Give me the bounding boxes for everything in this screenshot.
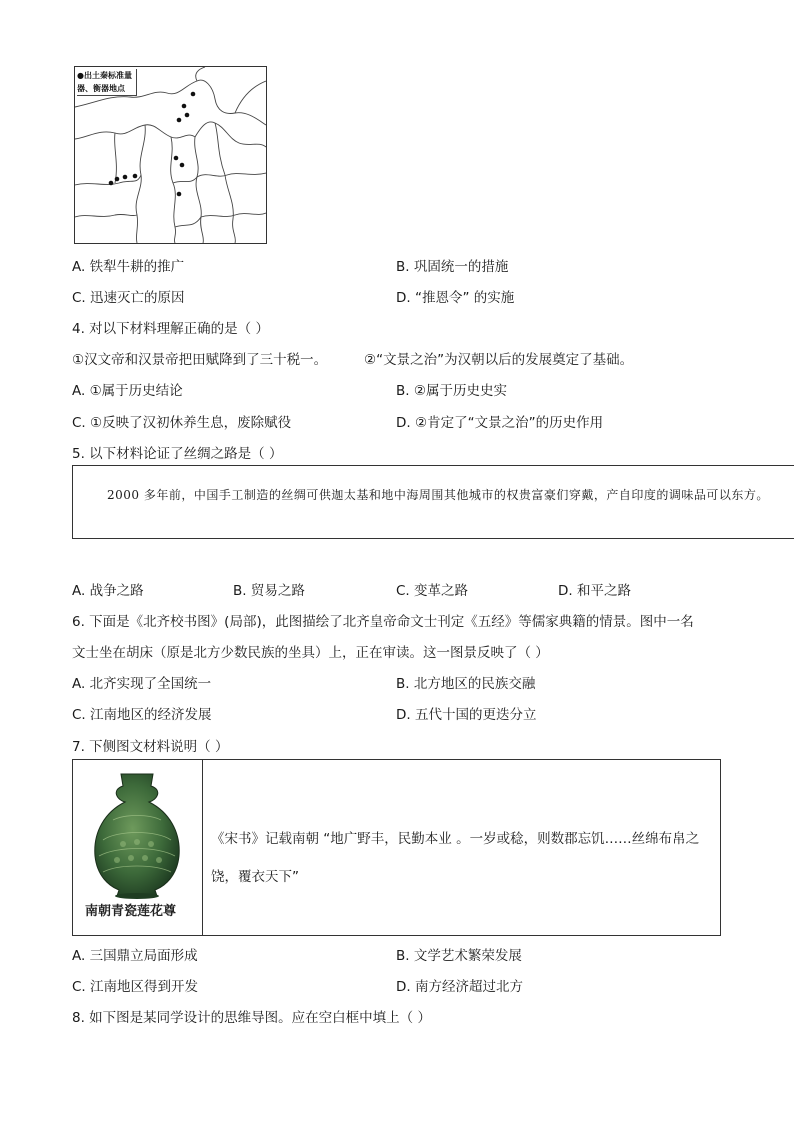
q5-stem: 5. 以下材料论证了丝绸之路是（ ）	[72, 446, 283, 462]
q6-option-d[interactable]: D. 五代十国的更迭分立	[396, 707, 537, 723]
q5-material-text: 2000 多年前，中国手工制造的丝绸可供迦太基和地中海周围其他城市的权贵富豪们穿戴，产自印度的调味品可以东方。	[107, 488, 769, 502]
q5-material-box	[72, 465, 794, 539]
q7-option-d[interactable]: D. 南方经济超过北方	[396, 979, 523, 995]
q7-option-a[interactable]: A. 三国鼎立局面形成	[72, 948, 198, 964]
q7-material-table	[72, 759, 721, 936]
q5-option-b[interactable]: B. 贸易之路	[233, 583, 305, 599]
q5-option-c[interactable]: C. 变革之路	[396, 583, 469, 599]
q6-stem-line2: 文士坐在胡床（原是北方少数民族的坐具）上，正在审读。这一图景反映了（ ）	[72, 645, 549, 661]
q4-material-1: ①汉文帝和汉景帝把田赋降到了三十税一。	[72, 352, 328, 368]
q3-option-b[interactable]: B. 巩固统一的措施	[396, 259, 509, 275]
q6-stem-line1: 6. 下面是《北齐校书图》(局部)，此图描绘了北齐皇帝命文士刊定《五经》等儒家典籍的情景。图中一名	[72, 614, 694, 630]
map-legend-line2: 器、衡器地点	[77, 84, 125, 93]
q5-option-d[interactable]: D. 和平之路	[558, 583, 631, 599]
q6-option-a[interactable]: A. 北齐实现了全国统一	[72, 676, 212, 692]
q5-option-a[interactable]: A. 战争之路	[72, 583, 144, 599]
q6-option-c[interactable]: C. 江南地区的经济发展	[72, 707, 212, 723]
q3-option-c[interactable]: C. 迅速灭亡的原因	[72, 290, 185, 306]
q4-option-c[interactable]: C. ①反映了汉初休养生息，废除赋役	[72, 415, 292, 431]
q7-image-caption: 南朝青瓷莲花尊	[85, 904, 177, 919]
q7-material-text: 《宋书》记载南朝 “地广野丰，民勤本业 。一岁或稔，则数郡忘饥……丝绵布帛之饶，覆衣天下”	[211, 831, 700, 885]
q7-option-b[interactable]: B. 文学艺术繁荣发展	[396, 948, 522, 964]
q3-option-d[interactable]: D. “推恩令” 的实施	[396, 290, 515, 306]
q4-material-2: ②“文景之治”为汉朝以后的发展奠定了基础。	[364, 352, 634, 368]
map-legend-line1: ●出土秦标准量	[77, 71, 132, 80]
q6-option-b[interactable]: B. 北方地区的民族交融	[396, 676, 536, 692]
qin-measures-map	[74, 66, 267, 244]
q7-image-cell	[73, 760, 203, 935]
q4-stem: 4. 对以下材料理解正确的是（ ）	[72, 321, 269, 337]
map-legend	[77, 69, 137, 96]
q4-option-d[interactable]: D. ②肯定了“文景之治”的历史作用	[396, 415, 604, 431]
q4-option-a[interactable]: A. ①属于历史结论	[72, 383, 183, 399]
q4-option-b[interactable]: B. ②属于历史史实	[396, 383, 507, 399]
q3-option-a[interactable]: A. 铁犁牛耕的推广	[72, 259, 185, 275]
q8-stem: 8. 如下图是某同学设计的思维导图。应在空白框中填上（ ）	[72, 1010, 431, 1026]
q7-stem: 7. 下侧图文材料说明（ ）	[72, 739, 229, 755]
q7-option-c[interactable]: C. 江南地区得到开发	[72, 979, 199, 995]
